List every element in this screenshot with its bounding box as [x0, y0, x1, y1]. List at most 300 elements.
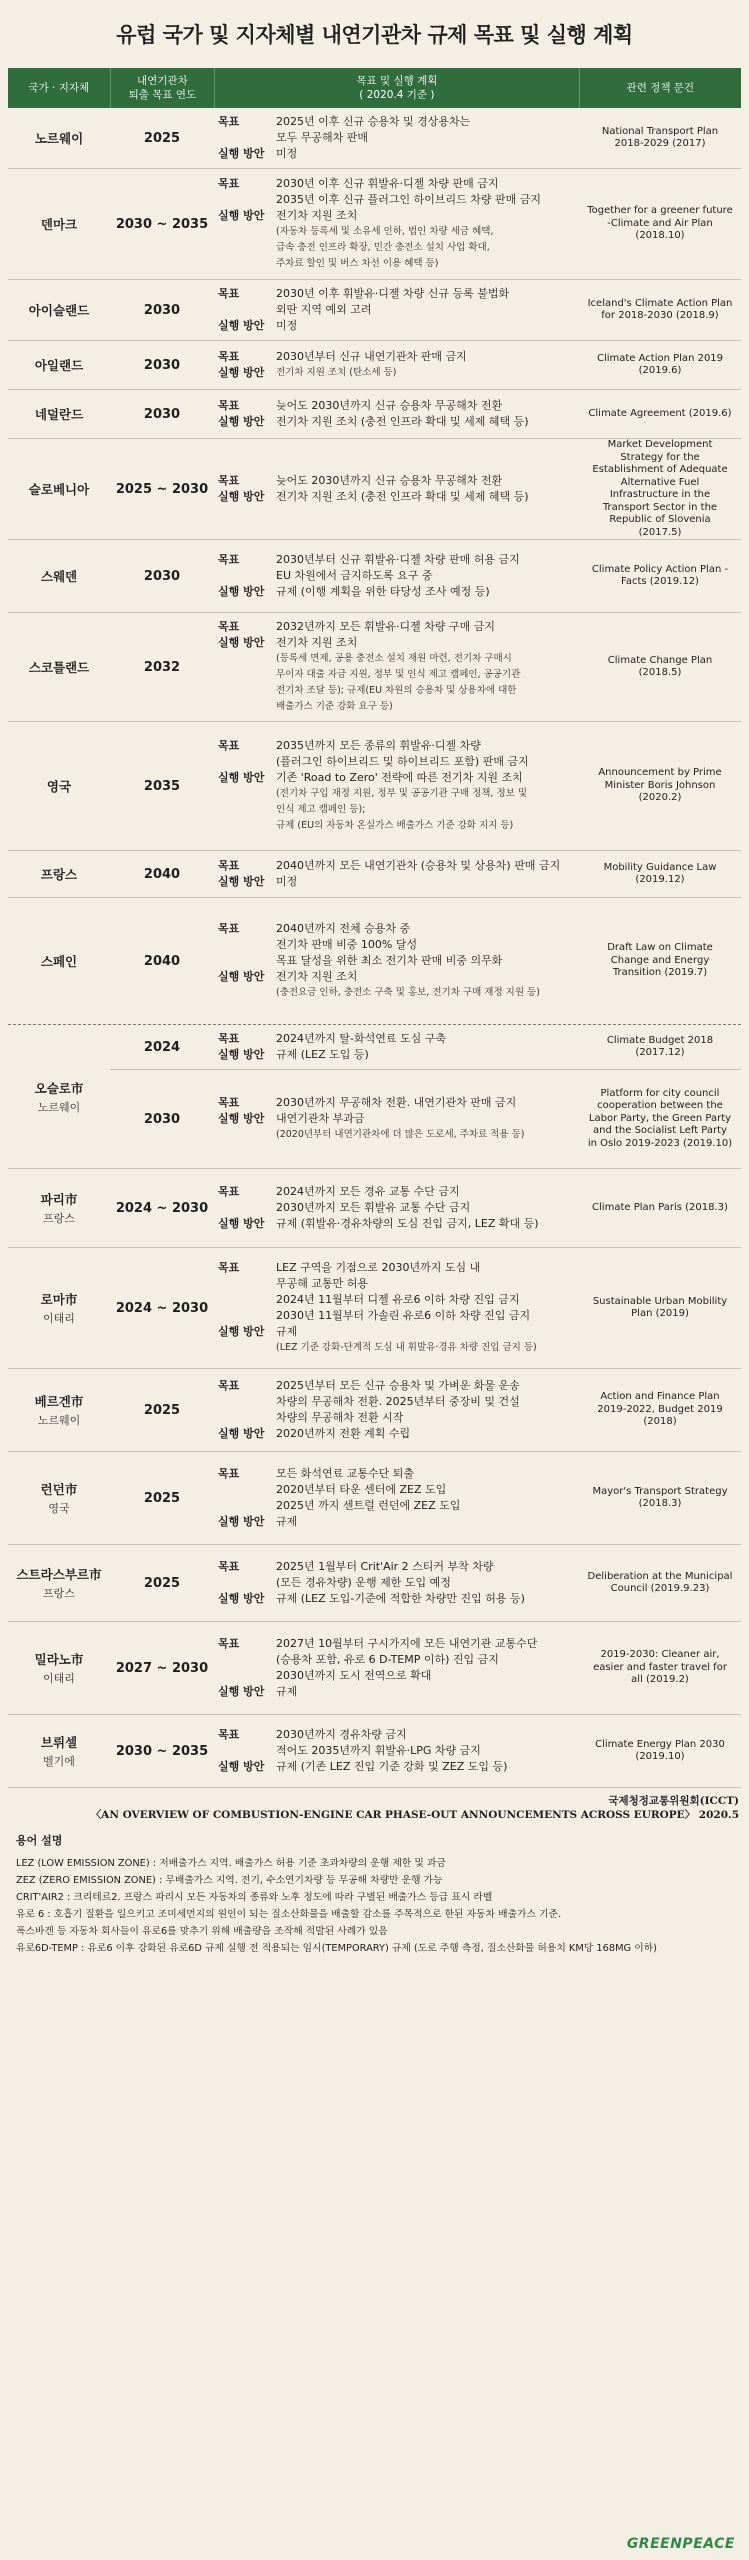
plan-cell — [214, 1025, 579, 1069]
plan-line — [218, 1652, 573, 1668]
plan-text: 규제 (EU의 자동차 온실가스 배출가스 기준 강화 지지 등) — [276, 820, 514, 831]
plan-line — [218, 1260, 573, 1276]
table-row — [8, 1622, 741, 1715]
plan-text: 2040년까지 전체 승용차 중 — [276, 922, 411, 935]
plan-cell — [214, 1169, 579, 1247]
plan-text: 규제 (LEZ 도입 등) — [276, 1048, 369, 1061]
region-country: 이태리 — [43, 1672, 75, 1685]
plan-label — [218, 937, 276, 953]
plan-label — [218, 224, 276, 240]
region-country: 노르웨이 — [37, 1414, 81, 1427]
plan-label — [218, 818, 276, 834]
plan-label — [218, 1340, 276, 1356]
plan-line — [218, 473, 573, 489]
plan-label — [218, 1498, 276, 1514]
plan-line — [218, 1276, 573, 1292]
greenpeace-logo: GREENPEACE — [626, 2536, 735, 2552]
region-label: 아이슬랜드 — [28, 303, 90, 318]
plan-cell — [214, 722, 579, 850]
region-label: 스페인 — [40, 954, 78, 969]
plan-line — [218, 1292, 573, 1308]
plan-line — [218, 489, 573, 505]
plan-cell — [214, 851, 579, 897]
target-year: 2025 — [143, 1402, 181, 1418]
table-row — [8, 722, 741, 851]
plan-text: 적어도 2035년까지 휘발유·LPG 차량 금지 — [276, 1744, 481, 1757]
region-label: 스트라스부르市 — [16, 1567, 102, 1582]
plan-text: 내연기관차 부과금 — [276, 1112, 365, 1125]
plan-text: 규제 (휘발유·경유차량의 도심 진입 금지, LEZ 확대 등) — [276, 1217, 539, 1230]
plan-text: 2025년 1월부터 Crit'Air 2 스티커 부착 차량 — [276, 1560, 494, 1573]
plan-line — [218, 1216, 573, 1232]
plan-text: 2040년까지 모든 내연기관차 (승용차 및 상용차) 판매 금지 — [276, 859, 561, 872]
table-row — [8, 108, 741, 169]
table-row — [8, 439, 741, 540]
policy-document: Together for a greener future -Climate and Air Plan (2018.10) — [587, 205, 733, 242]
sub-rows — [110, 1025, 741, 1168]
glossary-item: CRIT'AIR2 : 크리테르2. 프랑스 파리시 모든 자동차의 종류와 노후 정도에 따라 구별된 배출가스 등급 표시 라벨 — [16, 1892, 493, 1903]
plan-text: 규제 (기존 LEZ 진입 기준 강화 및 ZEZ 도입 등) — [276, 1760, 508, 1773]
region-name — [8, 1452, 110, 1544]
plan-label: 실행 방안 — [218, 490, 265, 503]
region-name — [8, 439, 110, 539]
plan-text: 규제 (이행 계획을 위한 타당성 조사 예정 등) — [276, 585, 490, 598]
target-year: 2040 — [143, 953, 181, 969]
table-row — [8, 1369, 741, 1452]
table-row-group — [8, 1025, 741, 1169]
policy-document: Climate Policy Action Plan - Facts (2019.12) — [591, 563, 729, 587]
glossary — [16, 1832, 741, 1957]
region-name — [8, 1622, 110, 1714]
region-name — [8, 1369, 110, 1451]
policy-document: Mayor's Transport Strategy (2018.3) — [592, 1485, 728, 1509]
plan-line — [218, 1668, 573, 1684]
plan-label: 실행 방안 — [218, 147, 265, 160]
plan-line — [218, 176, 573, 192]
region-name — [8, 1715, 110, 1787]
plan-line — [218, 1410, 573, 1426]
plan-text: 2024년 11월부터 디젤 유로6 이하 차량 진입 금지 — [276, 1293, 520, 1306]
plan-line — [218, 969, 573, 985]
plan-label — [218, 953, 276, 969]
region-label: 베르겐市 — [34, 1394, 84, 1409]
table-row — [8, 341, 741, 390]
plan-text: 2024년까지 모든 경유 교통 수단 금지 — [276, 1185, 460, 1198]
region-name — [8, 898, 110, 1024]
plan-text: 전기차 조달 등); 규제(EU 차원의 승용차 및 상용차에 대한 — [276, 685, 517, 696]
region-label: 파리市 — [40, 1192, 78, 1207]
plan-line — [218, 619, 573, 635]
region-label: 스코틀랜드 — [28, 660, 90, 675]
plan-cell — [214, 1369, 579, 1451]
region-label: 영국 — [46, 779, 72, 794]
plan-line — [218, 1184, 573, 1200]
plan-line — [218, 256, 573, 272]
plan-line — [218, 114, 573, 130]
plan-line — [218, 635, 573, 651]
region-label: 스웨덴 — [40, 569, 78, 584]
target-year: 2025 — [143, 1490, 181, 1506]
plan-line — [218, 754, 573, 770]
plan-label: 목표 — [218, 922, 240, 935]
plan-cell — [214, 341, 579, 389]
region-label: 네덜란드 — [34, 407, 84, 422]
target-year: 2024 ~ 2030 — [115, 1300, 209, 1316]
plan-label: 실행 방안 — [218, 1112, 265, 1125]
plan-line — [218, 1031, 573, 1047]
plan-text: 무이자 대출 자금 지원, 정부 및 인식 제고 캠페인, 공공기관 — [276, 669, 521, 680]
source-credit: 국제청정교통위원회(ICCT) 〈AN OVERVIEW OF COMBUSTION-ENGINE CAR PHASE-OUT ANNOUNCEMENTS ACROSS EUROPE〉 2020.5 — [90, 1795, 739, 1821]
header-plan: 목표 및 실행 계획 ( 2020.4 기준 ) — [215, 68, 580, 108]
plan-label: 실행 방안 — [218, 1760, 265, 1773]
region-name — [8, 851, 110, 897]
policy-document: Climate Budget 2018 (2017.12) — [606, 1034, 714, 1058]
plan-label: 실행 방안 — [218, 415, 265, 428]
plan-text: 2024년까지 탈-화석연료 도심 구축 — [276, 1032, 446, 1045]
plan-text: 목표 달성을 위한 최소 전기차 판매 비중 의무화 — [276, 954, 503, 967]
policy-document: Action and Finance Plan 2019-2022, Budget 2019 (2018) — [597, 1391, 723, 1428]
plan-text: (자동차 등록세 및 소유세 인하, 법인 차량 세금 혜택, — [276, 226, 494, 237]
glossary-item: 폭스바겐 등 자동차 회사들이 유로6를 맞추기 위해 배출량을 조작해 적발된 사례가 있음 — [16, 1926, 388, 1937]
plan-label: 실행 방안 — [218, 636, 265, 649]
policy-document: Climate Plan Paris (2018.3) — [592, 1201, 728, 1213]
policy-document: Deliberation at the Municipal Council (2019.9.23) — [587, 1570, 733, 1594]
target-year: 2025 ~ 2030 — [115, 481, 209, 497]
region-label: 브뤼셀 — [40, 1735, 78, 1750]
plan-label — [218, 699, 276, 715]
plan-text: 늦어도 2030년까지 신규 승용차 무공해차 전환 — [276, 474, 503, 487]
plan-text: 2020년까지 전환 계획 수립 — [276, 1427, 411, 1440]
region-country: 노르웨이 — [37, 1100, 81, 1114]
policy-document: Climate Energy Plan 2030 (2019.10) — [595, 1738, 725, 1762]
plan-line — [218, 1743, 573, 1759]
plan-text: 2030년 이후 신규 휘발유·디젤 차량 판매 금지 — [276, 177, 499, 190]
plan-cell — [214, 1248, 579, 1368]
region-country: 프랑스 — [43, 1587, 75, 1600]
plan-line — [218, 1047, 573, 1063]
plan-text: 2030년까지 경유차량 금지 — [276, 1728, 407, 1741]
plan-label: 실행 방안 — [218, 1217, 265, 1230]
target-year: 2030 — [143, 568, 181, 584]
policy-table — [8, 108, 741, 1788]
plan-label: 목표 — [218, 1032, 240, 1045]
plan-label: 목표 — [218, 1728, 240, 1741]
plan-label — [218, 1482, 276, 1498]
policy-document: Iceland's Climate Action Plan for 2018-2030 (2018.9) — [587, 297, 733, 321]
plan-line — [218, 1111, 573, 1127]
plan-label — [218, 302, 276, 318]
plan-line — [218, 302, 573, 318]
plan-label: 실행 방안 — [218, 1515, 265, 1528]
plan-label: 실행 방안 — [218, 1048, 265, 1061]
table-row — [8, 280, 741, 341]
plan-line — [218, 985, 573, 1001]
plan-text: 전기차 지원 조치 (충전 인프라 확대 및 세제 혜택 등) — [276, 415, 529, 428]
plan-label: 목표 — [218, 1261, 240, 1274]
glossary-item: 유로6D-TEMP : 유로6 이후 강화된 유로6D 규제 실행 전 적용되는 임시(TEMPORARY) 규제 (도로 주행 측정, 질소산화물 허용치 KM당 168MG 이하) — [16, 1943, 657, 1954]
plan-line — [218, 1684, 573, 1700]
region-label: 슬로베니아 — [28, 482, 90, 497]
region-name — [8, 280, 110, 340]
plan-label — [218, 1308, 276, 1324]
plan-text: 전기차 지원 조치 — [276, 970, 358, 983]
plan-text: 배출가스 기준 강화 요구 등) — [276, 701, 393, 712]
region-name — [8, 1025, 110, 1168]
plan-label: 목표 — [218, 1185, 240, 1198]
region-label: 오슬로市 — [34, 1080, 84, 1096]
page-title: 유럽 국가 및 지자체별 내연기관차 규제 목표 및 실행 계획 — [116, 23, 633, 47]
plan-line — [218, 414, 573, 430]
table-row — [8, 390, 741, 439]
plan-line — [218, 683, 573, 699]
region-label: 덴마크 — [40, 217, 78, 232]
target-year: 2030 — [143, 357, 181, 373]
plan-line — [218, 858, 573, 874]
plan-cell — [214, 1545, 579, 1621]
table-row — [8, 1452, 741, 1545]
plan-label: 실행 방안 — [218, 771, 265, 784]
table-row — [8, 613, 741, 722]
plan-label: 실행 방안 — [218, 319, 265, 332]
plan-text: 2035년 이후 신규 플러그인 하이브리드 차량 판매 금지 — [276, 193, 541, 206]
plan-label: 실행 방안 — [218, 585, 265, 598]
plan-cell — [214, 390, 579, 438]
plan-label — [218, 1652, 276, 1668]
table-row — [110, 1070, 741, 1168]
table-row — [8, 1545, 741, 1622]
plan-label — [218, 256, 276, 272]
glossary-item: ZEZ (ZERO EMISSION ZONE) : 무배출가스 지역. 전기, 수소연기차량 등 무공해 차량만 운행 가능 — [16, 1875, 443, 1886]
plan-line — [218, 1200, 573, 1216]
plan-text: 2025년 까지 센트럴 런던에 ZEZ 도입 — [276, 1499, 461, 1512]
target-year: 2030 — [143, 302, 181, 318]
plan-line — [218, 1095, 573, 1111]
plan-text: (플러그인 하이브리드 및 하이브리드 포함) 판매 금지 — [276, 755, 529, 768]
policy-document: National Transport Plan 2018-2029 (2017) — [601, 125, 719, 149]
plan-label — [218, 802, 276, 818]
plan-label: 목표 — [218, 474, 240, 487]
plan-label: 실행 방안 — [218, 1592, 265, 1605]
plan-label — [218, 1292, 276, 1308]
plan-line — [218, 1426, 573, 1442]
plan-text: 규제 — [276, 1685, 298, 1698]
policy-document: Announcement by Prime Minister Boris Johnson (2020.2) — [598, 767, 722, 804]
plan-cell — [214, 613, 579, 721]
table-row — [8, 1715, 741, 1788]
plan-label — [218, 683, 276, 699]
plan-text: 인식 제고 캠페인 등); — [276, 804, 366, 815]
plan-cell — [214, 540, 579, 612]
table-header — [8, 68, 741, 108]
region-name — [8, 722, 110, 850]
region-label: 로마市 — [40, 1292, 78, 1307]
target-year: 2025 — [143, 130, 181, 146]
plan-text: 2030년 11월부터 가솔린 유로6 이하 차량 진입 금지 — [276, 1309, 531, 1322]
plan-line — [218, 874, 573, 890]
plan-line — [218, 1559, 573, 1575]
plan-text: 미정 — [276, 875, 298, 888]
target-year: 2025 — [143, 1575, 181, 1591]
plan-cell — [214, 1715, 579, 1787]
plan-line — [218, 699, 573, 715]
plan-line — [218, 667, 573, 683]
plan-label: 실행 방안 — [218, 1427, 265, 1440]
plan-text: 전기차 지원 조치 — [276, 636, 358, 649]
plan-line — [218, 568, 573, 584]
plan-line — [218, 1514, 573, 1530]
plan-label — [218, 786, 276, 802]
target-year: 2030 — [143, 1111, 181, 1127]
plan-text: 2030년까지 모든 휘발유 교통 수단 금지 — [276, 1201, 471, 1214]
region-label: 노르웨이 — [34, 131, 84, 146]
policy-document: Draft Law on Climate Change and Energy Transition (2019.7) — [607, 942, 713, 979]
region-name — [8, 1545, 110, 1621]
plan-label: 실행 방안 — [218, 366, 265, 379]
policy-document: Climate Action Plan 2019 (2019.6) — [596, 352, 724, 376]
plan-line — [218, 318, 573, 334]
plan-text: 기존 'Road to Zero' 전략에 따른 전기차 지원 조치 — [276, 771, 523, 784]
plan-line — [218, 651, 573, 667]
plan-line — [218, 192, 573, 208]
plan-cell — [214, 169, 579, 279]
region-label: 아일랜드 — [34, 358, 84, 373]
glossary-title: 용어 설명 — [16, 1834, 63, 1847]
plan-line — [218, 349, 573, 365]
plan-label: 실행 방안 — [218, 1325, 265, 1338]
plan-label — [218, 651, 276, 667]
plan-text: 전기차 판매 비중 100% 달성 — [276, 938, 418, 951]
header-region: 국가 · 지자체 — [8, 68, 111, 108]
plan-line — [218, 786, 573, 802]
plan-line — [218, 1498, 573, 1514]
plan-label: 목표 — [218, 553, 240, 566]
target-year: 2030 — [143, 406, 181, 422]
plan-label: 목표 — [218, 115, 240, 128]
target-year: 2030 ~ 2035 — [115, 216, 209, 232]
target-year: 2040 — [143, 866, 181, 882]
plan-line — [218, 552, 573, 568]
plan-text: 2020년부터 타운 센터에 ZEZ 도입 — [276, 1483, 447, 1496]
region-country: 이태리 — [43, 1312, 75, 1325]
plan-label — [218, 192, 276, 208]
region-name — [8, 613, 110, 721]
plan-line — [218, 1591, 573, 1607]
plan-line — [218, 802, 573, 818]
plan-label: 목표 — [218, 859, 240, 872]
plan-label: 목표 — [218, 350, 240, 363]
plan-label: 목표 — [218, 1096, 240, 1109]
plan-text: 외딴 지역 예외 고려 — [276, 303, 372, 316]
plan-text: 2035년까지 모든 종류의 휘발유·디젤 차량 — [276, 739, 481, 752]
plan-line — [218, 1466, 573, 1482]
plan-line — [218, 398, 573, 414]
plan-line — [218, 1394, 573, 1410]
region-name — [8, 540, 110, 612]
region-name — [8, 169, 110, 279]
plan-line — [218, 1636, 573, 1652]
plan-label — [218, 1276, 276, 1292]
plan-text: 2030년 이후 휘발유·디젤 차량 신규 등록 불법화 — [276, 287, 510, 300]
policy-document: Climate Agreement (2019.6) — [588, 407, 732, 419]
plan-text: (등록세 면제, 공용 충전소 설치 재원 마련, 전기차 구매시 — [276, 653, 512, 664]
plan-text: (LEZ 기준 강화-단계적 도심 내 휘발유·경유 차량 진입 금지 등) — [276, 1342, 537, 1353]
plan-line — [218, 818, 573, 834]
plan-label — [218, 130, 276, 146]
plan-text: 규제 — [276, 1325, 298, 1338]
header-target-year: 내연기관차 퇴출 목표 연도 — [111, 68, 216, 108]
target-year: 2027 ~ 2030 — [115, 1660, 209, 1676]
plan-label — [218, 240, 276, 256]
plan-line — [218, 1575, 573, 1591]
plan-line — [218, 738, 573, 754]
plan-label: 목표 — [218, 1560, 240, 1573]
plan-text: (승용차 포함, 유로 6 D-TEMP 이하) 진입 금지 — [276, 1653, 499, 1666]
plan-text: 2030년부터 신규 내연기관차 판매 금지 — [276, 350, 467, 363]
plan-label: 목표 — [218, 287, 240, 300]
region-name — [8, 108, 110, 168]
plan-text: 규제 — [276, 1515, 298, 1528]
target-year: 2030 ~ 2035 — [115, 1743, 209, 1759]
plan-text: 2027년 10월부터 구시가지에 모든 내연기관 교통수단 — [276, 1637, 538, 1650]
plan-line — [218, 146, 573, 162]
region-name — [8, 1169, 110, 1247]
plan-text: 전기차 지원 조치 (탄소세 등) — [276, 367, 397, 378]
plan-label — [218, 1743, 276, 1759]
policy-document: Mobility Guidance Law (2019.12) — [603, 861, 717, 885]
region-name — [8, 1248, 110, 1368]
region-label: 밀라노市 — [34, 1652, 84, 1667]
plan-label: 목표 — [218, 739, 240, 752]
plan-label — [218, 1668, 276, 1684]
table-row — [8, 169, 741, 280]
plan-label: 실행 방안 — [218, 970, 265, 983]
region-label: 프랑스 — [40, 867, 78, 882]
plan-line — [218, 921, 573, 937]
plan-label: 목표 — [218, 399, 240, 412]
plan-cell — [214, 898, 579, 1024]
plan-text: 무공해 교통만 허용 — [276, 1277, 369, 1290]
plan-line — [218, 240, 573, 256]
plan-cell — [214, 1452, 579, 1544]
plan-text: 2030년까지 도시 전역으로 확대 — [276, 1669, 432, 1682]
plan-text: (모든 경유차량) 운행 제한 도입 예정 — [276, 1576, 451, 1589]
target-year: 2024 ~ 2030 — [115, 1200, 209, 1216]
plan-line — [218, 130, 573, 146]
table-row — [8, 1248, 741, 1369]
plan-text: 전기차 지원 조치 — [276, 209, 358, 222]
plan-text: 미정 — [276, 147, 298, 160]
plan-text: 2032년까지 모든 휘발유·디젤 차량 구매 금지 — [276, 620, 495, 633]
plan-line — [218, 770, 573, 786]
plan-text: 2025년 이후 신규 승용차 및 경상용차는 — [276, 115, 471, 128]
plan-line — [218, 1127, 573, 1143]
region-country: 프랑스 — [43, 1212, 75, 1225]
plan-label: 실행 방안 — [218, 875, 265, 888]
plan-label: 목표 — [218, 1637, 240, 1650]
plan-text: EU 차원에서 금지하도록 요구 중 — [276, 569, 433, 582]
target-year: 2035 — [143, 778, 181, 794]
plan-cell — [214, 1070, 579, 1168]
table-row — [8, 851, 741, 898]
plan-line — [218, 1759, 573, 1775]
plan-label: 목표 — [218, 1379, 240, 1392]
policy-document: Platform for city council cooperation between the Labor Party, the Green Party and the Socialist Left Party in Oslo 2019-2023 (2019.10) — [587, 1087, 733, 1149]
plan-line — [218, 1324, 573, 1340]
plan-text: 차량의 무공해차 전환 시작 — [276, 1411, 404, 1424]
plan-line — [218, 286, 573, 302]
glossary-item: 유로 6 : 호흡기 질환을 일으키고 조미세먼지의 원인이 되는 질소산화물을 배출할 감소를 주목적으로 한된 자동차 배출가스 기준. — [16, 1909, 562, 1920]
plan-text: 2030년부터 신규 휘발유·디젤 차량 판매 허용 금지 — [276, 553, 520, 566]
